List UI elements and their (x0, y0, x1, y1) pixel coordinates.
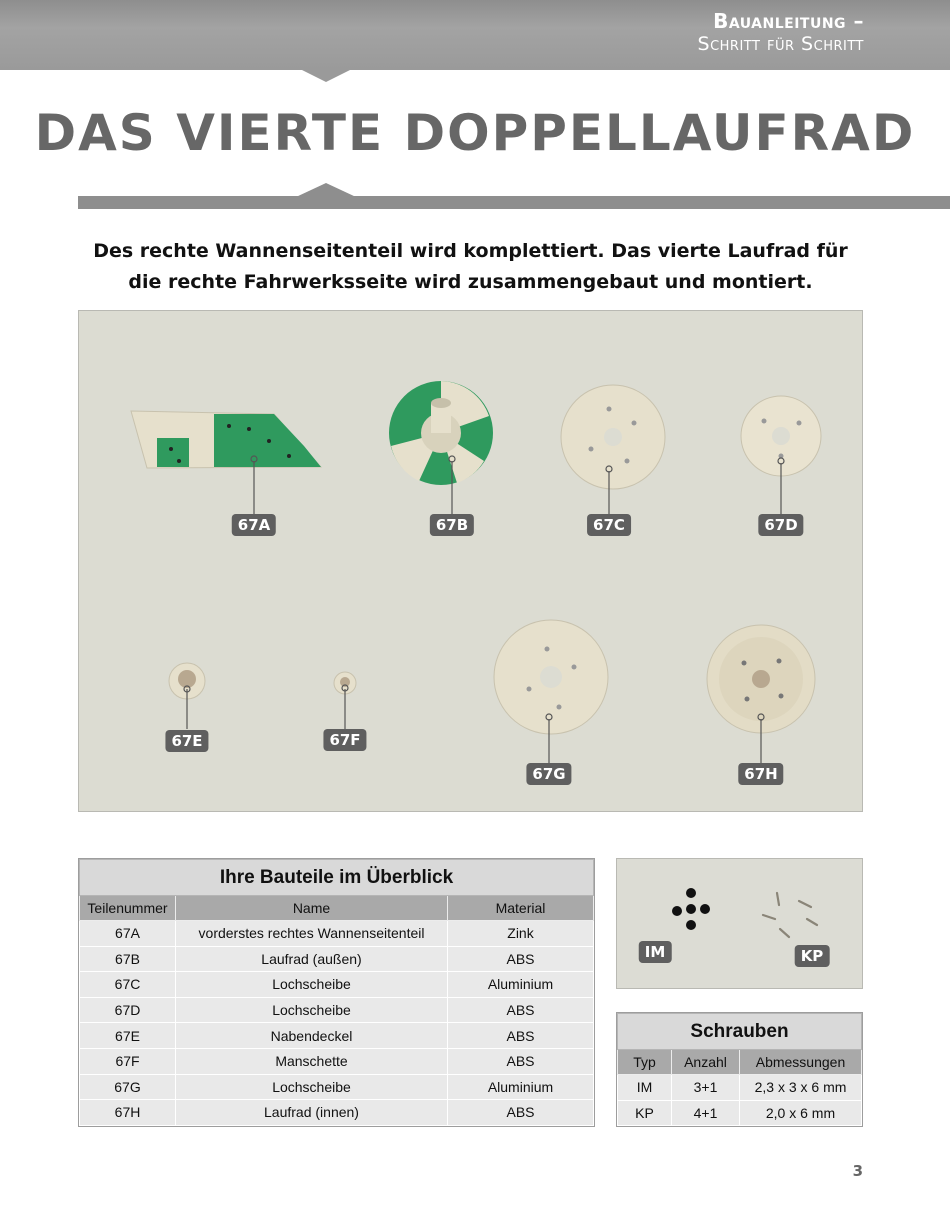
cell: 67H (80, 1100, 176, 1126)
cell: KP (618, 1100, 672, 1126)
cell: 67C (80, 972, 176, 998)
part-label-67f: 67F (323, 729, 366, 751)
table-row (80, 997, 594, 1023)
cell: IM (618, 1075, 672, 1101)
table-row (80, 972, 594, 998)
screw-label-kp: KP (795, 945, 830, 967)
header-notch (300, 69, 352, 82)
cell: ABS (448, 997, 594, 1023)
cell: Nabendeckel (176, 1023, 448, 1049)
cell: Manschette (176, 1048, 448, 1074)
cell: 67B (80, 946, 176, 972)
header-line-1: Bauanleitung – (713, 9, 864, 33)
parts-col-header: Teilenummer (80, 896, 176, 921)
cell: Lochscheibe (176, 997, 448, 1023)
table-row (80, 1023, 594, 1049)
part-label-67a: 67A (232, 514, 276, 536)
cell: Lochscheibe (176, 972, 448, 998)
cell: ABS (448, 1100, 594, 1126)
parts-photo (78, 310, 863, 812)
part-67h-image (707, 625, 815, 733)
screw-label-im: IM (639, 941, 672, 963)
table-row (80, 921, 594, 947)
divider-peak (296, 183, 356, 197)
screws-table (616, 1012, 863, 1127)
parts-col-header: Material (448, 896, 594, 921)
section-header (698, 9, 864, 56)
cell: Zink (448, 921, 594, 947)
part-label-67g: 67G (526, 763, 571, 785)
cell: 67E (80, 1023, 176, 1049)
screws-table-title: Schrauben (618, 1014, 862, 1050)
parts-table-title: Ihre Bauteile im Überblick (80, 860, 594, 896)
screw-kp-image (763, 893, 817, 937)
table-row (618, 1075, 862, 1101)
part-label-67b: 67B (430, 514, 474, 536)
part-67g-image (494, 620, 608, 734)
cell: vorderstes rechtes Wannenseitenteil (176, 921, 448, 947)
part-label-67d: 67D (758, 514, 803, 536)
screws-illustration (617, 859, 864, 990)
screw-im-image (672, 888, 710, 930)
cell: 67F (80, 1048, 176, 1074)
cell: ABS (448, 946, 594, 972)
cell: 4+1 (672, 1100, 740, 1126)
cell: ABS (448, 1048, 594, 1074)
table-row (80, 1048, 594, 1074)
cell: Lochscheibe (176, 1074, 448, 1100)
cell: Laufrad (außen) (176, 946, 448, 972)
cell: 2,0 x 6 mm (740, 1100, 862, 1126)
part-label-67c: 67C (587, 514, 631, 536)
parts-col-header: Name (176, 896, 448, 921)
cell: 67A (80, 921, 176, 947)
part-67c-image (561, 385, 665, 489)
table-row (80, 1074, 594, 1100)
parts-table (78, 858, 595, 1127)
table-row (80, 1100, 594, 1126)
part-label-67h: 67H (738, 763, 783, 785)
cell: Aluminium (448, 1074, 594, 1100)
page-title: DAS VIERTE DOPPELLAUFRAD (34, 104, 916, 162)
cell: 67D (80, 997, 176, 1023)
cell: 3+1 (672, 1075, 740, 1101)
part-67a-image (131, 411, 321, 468)
cell: 2,3 x 3 x 6 mm (740, 1075, 862, 1101)
intro-text: Des rechte Wannenseitenteil wird komplettiert. Das vierte Laufrad für die rechte Fahrwerksseite wird zusammengebaut und montiert. (93, 240, 848, 293)
cell: 67G (80, 1074, 176, 1100)
part-67b-image (389, 381, 493, 485)
screws-col-header: Abmessungen (740, 1050, 862, 1075)
page-number: 3 (852, 1162, 863, 1180)
table-row (80, 946, 594, 972)
divider (78, 196, 950, 209)
cell: Aluminium (448, 972, 594, 998)
screws-col-header: Typ (618, 1050, 672, 1075)
header-line-2: Schritt für Schritt (697, 33, 864, 55)
cell: ABS (448, 1023, 594, 1049)
screws-photo (616, 858, 863, 989)
screws-col-header: Anzahl (672, 1050, 740, 1075)
part-label-67e: 67E (165, 730, 208, 752)
table-row (618, 1100, 862, 1126)
cell: Laufrad (innen) (176, 1100, 448, 1126)
